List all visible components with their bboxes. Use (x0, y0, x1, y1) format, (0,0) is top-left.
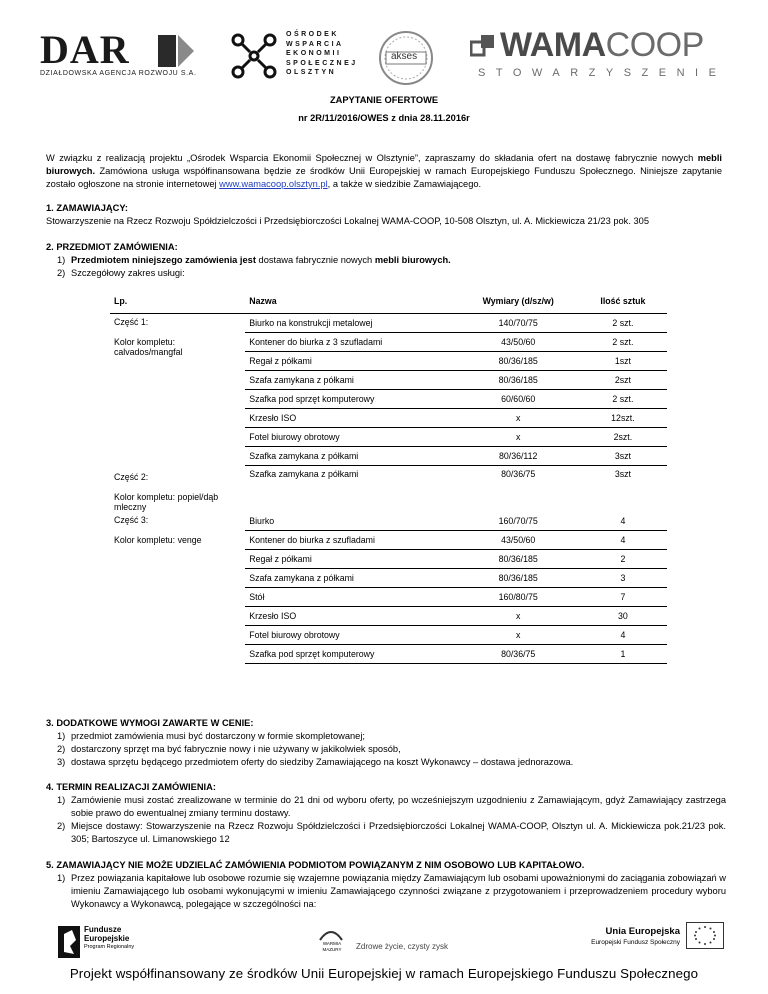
dar-logo-mark-icon (158, 35, 194, 67)
section-3-list (46, 730, 726, 769)
wama-text: WAMA (500, 26, 606, 64)
item-quantity: 30 (579, 606, 667, 625)
list-item: 1) Zamówienie musi zostać zrealizowane w terminie do 21 dni od wyboru oferty, po wcześniejszym uzgodnieniu z Zamawiającym, gdyż Zamawiający zastrzega sobie prawo do ewentualnej zmiany terminu dostawy. (57, 795, 726, 818)
item-quantity: 2 szt. (579, 390, 667, 409)
part-cell (110, 512, 245, 664)
item-name: Szafka pod sprzęt komputerowy (245, 390, 457, 409)
item-name: Krzesło ISO (245, 606, 457, 625)
item-quantity: 1szt (579, 352, 667, 371)
mazury-text: MAZURY (322, 947, 342, 952)
item-dimensions: x (458, 428, 579, 447)
list-item: 2) Miejsce dostawy: Stowarzyszenie na Rzecz Rozwoju Spółdzielczości i Przedsiębiorczości Lokalnej WAMA-COOP, Olsztyn ul. A. Mickiewicza pok.21/23 pok. 305; Bartoszyce ul. Limanowskiego 12 (57, 821, 726, 844)
item-name: Regał z półkami (245, 549, 457, 568)
part-label: Część 1: (114, 317, 149, 327)
part-label: Część 3: (114, 514, 149, 525)
table-row (110, 314, 667, 333)
item-dimensions: 43/50/60 (458, 333, 579, 352)
item-name: Szafka zamykana z półkami (245, 447, 457, 466)
section-1-heading: 1. ZAMAWIAJĄCY: (46, 203, 128, 213)
wamacoop-logo (470, 28, 730, 84)
ue-logo-text (560, 926, 680, 946)
part-label: Część 2: (114, 471, 149, 482)
item-dimensions: 140/70/75 (458, 314, 579, 333)
item-name: Kontener do biurka z 3 szufladami (245, 333, 457, 352)
section-2-item-1: 1) Przedmiotem niniejszego zamówienia jest dostawa fabrycznie nowych mebli biurowych. (57, 255, 451, 265)
item-dimensions: x (458, 409, 579, 428)
part-cell (110, 314, 245, 466)
item-name: Fotel biurowy obrotowy (245, 428, 457, 447)
item-dimensions: 80/36/75 (501, 469, 536, 479)
fe-line-1: Fundusze (84, 925, 122, 934)
ue-name: Unia Europejska (605, 926, 680, 937)
section-3-heading: 3. DODATKOWE WYMOGI ZAWARTE W CENIE: (46, 718, 254, 728)
header-name: Nazwa (245, 289, 457, 314)
item-name: Szafka pod sprzęt komputerowy (245, 644, 457, 663)
item-quantity: 3szt (614, 469, 631, 479)
item-quantity: 3 (579, 568, 667, 587)
akses-logo-text: akses (391, 51, 418, 62)
item-quantity: 2 (579, 549, 667, 568)
document-reference: nr 2R/11/2016/OWES z dnia 28.11.2016r (298, 113, 470, 123)
item-dimensions: 80/36/112 (458, 447, 579, 466)
fe-line-3: Program Regionalny (84, 944, 135, 950)
part-cell (110, 466, 245, 512)
website-link[interactable]: www.wamacoop.olsztyn.pl (219, 179, 328, 189)
item-quantity: 4 (579, 530, 667, 549)
table-row (110, 512, 667, 531)
wamacoop-squares-icon (470, 34, 496, 58)
owes-line: WSPARCIA (286, 40, 344, 48)
item-quantity: 2szt (579, 371, 667, 390)
item-dimensions: 160/70/75 (458, 512, 579, 531)
akses-logo (378, 30, 434, 86)
section-4-list (46, 794, 726, 846)
owes-line: OŚRODEK (286, 31, 339, 38)
ue-fund: Europejski Fundusz Społeczny (591, 939, 680, 946)
item-quantity: 2 szt. (579, 333, 667, 352)
item-dimensions: 80/36/185 (458, 549, 579, 568)
item-dimensions: 80/36/75 (458, 644, 579, 663)
warmia-mazury-logo (312, 928, 352, 958)
warmia-mazury-mark-icon (318, 928, 344, 942)
wamacoop-subtitle: STOWARZYSZENIE (478, 67, 727, 79)
section-2-item-2: 2) Szczegółowy zakres usługi: (57, 268, 185, 278)
item-dimensions: 80/36/185 (458, 568, 579, 587)
fundusze-europejskie-logo (58, 924, 178, 960)
part-color: Kolor kompletu: calvados/mangfal (114, 337, 183, 357)
header-dimensions: Wymiary (d/sz/w) (458, 289, 579, 314)
item-dimensions: 80/36/185 (458, 352, 579, 371)
owes-line: OLSZTYN (286, 69, 337, 76)
footer-project-line: Projekt współfinansowany ze środków Unii Europejskiej w ramach Europejskiego Funduszu Społecznego (69, 966, 699, 981)
owes-logo (230, 30, 365, 82)
item-quantity: 4 (579, 625, 667, 644)
item-name: Szafa zamykana z półkami (245, 371, 457, 390)
part-color: Kolor kompletu: venge (114, 534, 202, 545)
dar-logo-text: DAR (40, 27, 130, 72)
item-name: Szafa zamykana z półkami (245, 568, 457, 587)
item-name: Biurko (245, 512, 457, 531)
furniture-table (110, 289, 667, 664)
section-5-list (46, 872, 726, 911)
item-dimensions: x (458, 625, 579, 644)
document-title: ZAPYTANIE OFERTOWE (329, 95, 439, 105)
item-name: Regał z półkami (245, 352, 457, 371)
header-quantity: Ilość sztuk (579, 289, 667, 314)
item-name: Szafka zamykana z półkami (249, 469, 359, 479)
list-item: 2) dostarczony sprzęt ma być fabrycznie nowy i nie używany w jakikolwiek sposób, (57, 744, 401, 754)
dar-logo-subtitle: DZIAŁDOWSKA AGENCJA ROZWOJU S.A. (40, 70, 197, 77)
fe-flag-icon (58, 926, 80, 958)
item-name: Kontener do biurka z szufladami (245, 530, 457, 549)
intro-paragraph: W związku z realizacją projektu „Ośrodek Wsparcia Ekonomii Społecznej w Olsztynie”, zapraszamy do składania ofert na dostawę fabrycznie nowych mebli biurowych. Zamówiona usługa współfinansowana będzie ze środków Unii Europejskiej w ramach Europejskiego Funduszu Społecznego. Niniejsze zapytanie zostało ogłoszone na stronie internetowej www.wamacoop.olsztyn.pl, a także w siedzibie Zamawiającego. (46, 153, 722, 189)
header-lp: Lp. (110, 289, 245, 314)
dar-logo (40, 27, 197, 80)
eu-flag-icon (686, 922, 724, 949)
item-dimensions: 160/80/75 (458, 587, 579, 606)
owes-line: EKONOMII (286, 50, 342, 57)
list-item: 1) Przez powiązania kapitałowe lub osobowe rozumie się wzajemne powiązania między Zamawiającym lub osobami upoważnionymi do zaciągania zobowiązań w imieniu Zamawiającego lub osobami wykonującymi w imieniu Zamawiającego czynności związane z przygotowaniem i przeprowadzeniem procedury wyboru Wykonawcy a Wykonawcą, polegające w szczególności na: (57, 873, 726, 909)
list-item: 3) dostawa sprzętu będącego przedmiotem oferty do siedziby Zamawiającego na koszt Wykonawcy – dostawa jednorazowa. (57, 757, 574, 767)
footer-slogan: Zdrowe życie, czysty zysk (356, 942, 449, 951)
section-2-heading: 2. PRZEDMIOT ZAMÓWIENIA: (46, 242, 178, 252)
table-header-row (110, 289, 667, 314)
table-row (110, 466, 667, 512)
owes-line: SPOŁECZNEJ (286, 59, 358, 67)
item-name: Biurko na konstrukcji metalowej (245, 314, 457, 333)
warmia-text: WARMIA (322, 941, 342, 946)
item-quantity: 1 (579, 644, 667, 663)
item-quantity: 7 (579, 587, 667, 606)
item-dimensions: 43/50/60 (458, 530, 579, 549)
coop-text: COOP (605, 26, 704, 64)
part-color: Kolor kompletu: popiel/dąb mleczny (114, 491, 219, 512)
owes-network-icon (230, 32, 278, 80)
item-quantity: 2 szt. (579, 314, 667, 333)
item-quantity: 2szt. (579, 428, 667, 447)
item-name: Stół (245, 587, 457, 606)
item-dimensions: x (458, 606, 579, 625)
section-1-text: Stowarzyszenie na Rzecz Rozwoju Spółdzielczości i Przedsiębiorczości Lokalnej WAMA-COOP, 10-508 Olsztyn, ul. A. Mickiewicza 21/23 pok. 305 (46, 216, 650, 226)
item-quantity: 3szt (579, 447, 667, 466)
list-item: 1) przedmiot zamówienia musi być dostarczony w formie skompletowanej; (57, 731, 366, 741)
item-quantity: 4 (579, 512, 667, 531)
section-5-heading: 5. ZAMAWIAJĄCY NIE MOŻE UDZIELAĆ ZAMÓWIENIA PODMIOTOM POWIĄZANYM Z NIM OSOBOWO LUB KAPITAŁOWO. (46, 860, 585, 870)
fe-line-2: Europejskie (84, 934, 130, 943)
item-dimensions: 60/60/60 (458, 390, 579, 409)
item-quantity: 12szt. (579, 409, 667, 428)
item-name: Fotel biurowy obrotowy (245, 625, 457, 644)
item-dimensions: 80/36/185 (458, 371, 579, 390)
item-name: Krzesło ISO (245, 409, 457, 428)
section-4-heading: 4. TERMIN REALIZACJI ZAMÓWIENIA: (46, 782, 216, 792)
